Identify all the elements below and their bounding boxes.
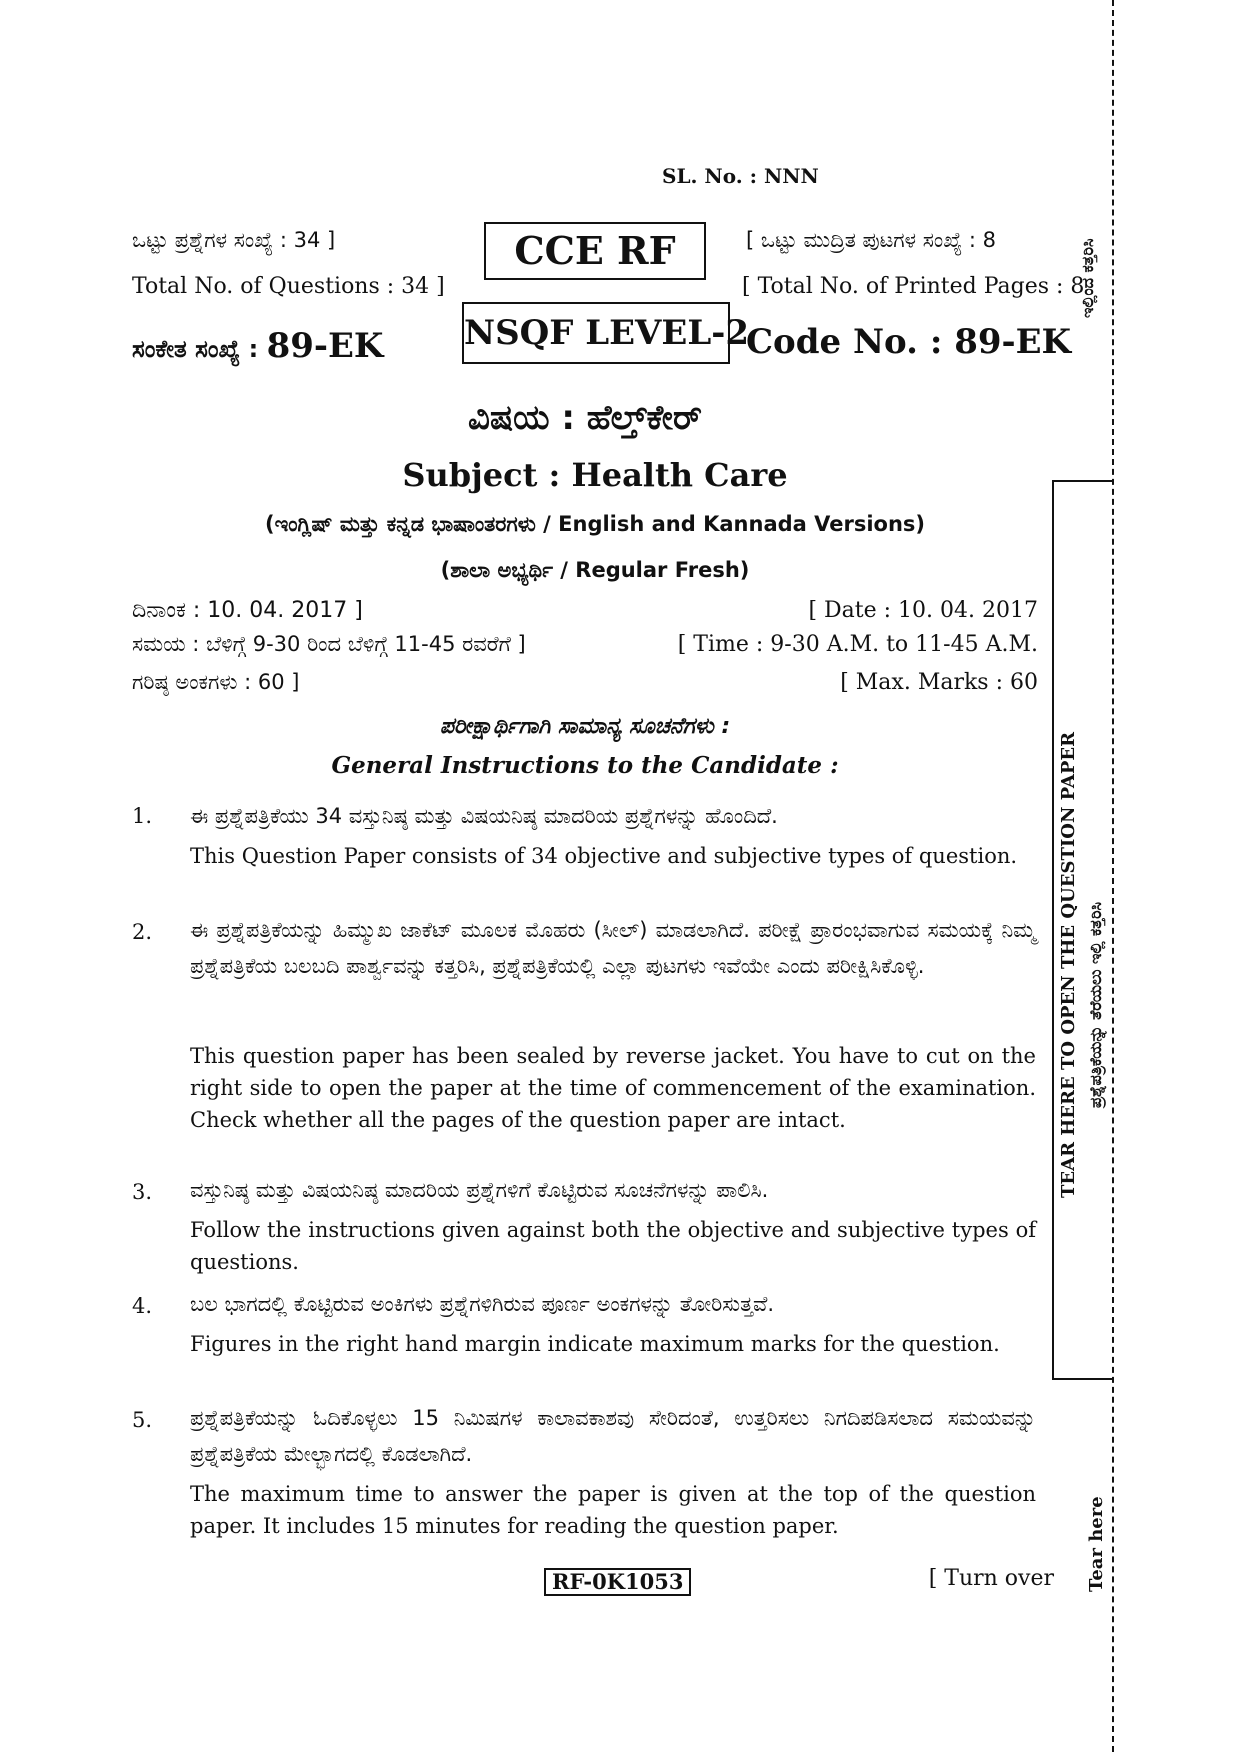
instruction-text-en: This Question Paper consists of 34 objective and subjective types of question.	[190, 844, 1018, 868]
instruction-number: 3.	[132, 1180, 153, 1204]
tear-here-label-en: Tear here	[1086, 1496, 1107, 1592]
code-number-kn	[132, 326, 383, 366]
instruction-number: 4.	[132, 1294, 153, 1318]
tear-here-label-kn: ಇಲ್ಲಿಂದ ಕತ್ತರಿಸಿ	[1078, 238, 1097, 318]
code-number-kn-label: ಸಂಕೇತ ಸಂಖ್ಯೆ :	[132, 335, 267, 363]
instructions-heading-kn: ಪರೀಕ್ಷಾರ್ಥಿಗಾಗಿ ಸಾಮಾನ್ಯ ಸೂಚನೆಗಳು :	[439, 714, 731, 739]
instructions-heading-en: General Instructions to the Candidate :	[331, 752, 839, 779]
code-number-kn-value: 89-EK	[266, 326, 384, 366]
code-number-en: Code No. : 89-EK	[746, 322, 1072, 362]
subject-title-en: Subject : Health Care	[402, 456, 788, 494]
total-pages-en: [ Total No. of Printed Pages : 8	[742, 274, 1085, 299]
instruction-text-kn: ಈ ಪ್ರಶ್ನೆಪತ್ರಿಕೆಯನ್ನು ಹಿಮ್ಮುಖ ಜಾಕೆಟ್ ಮೂಲಕ ಮೊಹರು (ಸೀಲ್) ಮಾಡಲಾಗಿದೆ. ಪರೀಕ್ಷೆ ಪ್ರಾರಂಭವಾಗುವ ಸಮಯಕ್ಕೆ ನಿಮ್ಮ ಪ್ರಶ್ನೆಪತ್ರಿಕೆಯ ಬಲಬದಿ ಪಾರ್ಶ್ವವನ್ನು ಕತ್ತರಿಸಿ, ಪ್ರಶ್ನೆಪತ್ರಿಕೆಯಲ್ಲಿ ಎಲ್ಲಾ ಪುಟಗಳು ಇವೆಯೇ ಎಂದು ಪರೀಕ್ಷಿಸಿಕೊಳ್ಳಿ.	[190, 918, 1036, 978]
date-en: [ Date : 10. 04. 2017	[808, 598, 1038, 623]
instruction-text-en: This question paper has been sealed by reverse jacket. You have to cut on the right side to open the paper at the time of commencement of the examination. Check whether all the pages of the question paper are intact.	[190, 1044, 1036, 1132]
total-questions-en: Total No. of Questions : 34 ]	[132, 274, 445, 299]
candidate-type: (ಶಾಲಾ ಅಭ್ಯರ್ಥಿ / Regular Fresh)	[440, 558, 750, 582]
exam-name-box: CCE RF	[484, 222, 706, 280]
tear-instruction-kn: ಪ್ರಶ್ನೆಪತ್ರಿಕೆಯನ್ನು ತೆರೆಯಲು ಇಲ್ಲಿ ಕತ್ತರಿಸಿ	[1086, 901, 1105, 1108]
time-kn: ಸಮಯ : ಬೆಳಿಗ್ಗೆ 9-30 ರಿಂದ ಬೆಳಿಗ್ಗೆ 11-45 ರವರೆಗೆ ]	[132, 632, 526, 656]
instruction-text-en: Follow the instructions given against both the objective and subjective types of questions.	[190, 1218, 1036, 1274]
max-marks-kn: ಗರಿಷ್ಠ ಅಂಕಗಳು : 60 ]	[132, 670, 300, 694]
serial-number: SL. No. : NNN	[662, 164, 819, 188]
turn-over-note: [ Turn over	[928, 1566, 1054, 1591]
level-box: NSQF LEVEL-2	[462, 302, 730, 364]
instruction-text-kn: ಬಲ ಭಾಗದಲ್ಲಿ ಕೊಟ್ಟಿರುವ ಅಂಕಿಗಳು ಪ್ರಶ್ನೆಗಳಿಗಿರುವ ಪೂರ್ಣ ಅಂಕಗಳನ್ನು ತೋರಿಸುತ್ತವೆ.	[190, 1292, 775, 1316]
instruction-number: 1.	[132, 804, 153, 828]
versions-line: (ಇಂಗ್ಲಿಷ್ ಮತ್ತು ಕನ್ನಡ ಭಾಷಾಂತರಗಳು / English and Kannada Versions)	[264, 512, 926, 536]
total-pages-kn: [ ಒಟ್ಟು ಮುದ್ರಿತ ಪುಟಗಳ ಸಂಖ್ಯೆ : 8	[746, 228, 997, 252]
instruction-text-kn: ಪ್ರಶ್ನೆಪತ್ರಿಕೆಯನ್ನು ಓದಿಕೊಳ್ಳಲು 15 ನಿಮಿಷಗಳ ಕಾಲಾವಕಾಶವು ಸೇರಿದಂತೆ, ಉತ್ತರಿಸಲು ನಿಗದಿಪಡಿಸಲಾದ ಸಮಯವನ್ನು ಪ್ರಶ್ನೆಪತ್ರಿಕೆಯ ಮೇಲ್ಭಾಗದಲ್ಲಿ ಕೊಡಲಾಗಿದೆ.	[190, 1406, 1036, 1466]
total-questions-kn: ಒಟ್ಟು ಪ್ರಶ್ನೆಗಳ ಸಂಖ್ಯೆ : 34 ]	[132, 228, 336, 252]
time-en: [ Time : 9-30 A.M. to 11-45 A.M.	[677, 632, 1038, 657]
tear-instruction-en: TEAR HERE TO OPEN THE QUESTION PAPER	[1058, 731, 1079, 1198]
instruction-text-en: Figures in the right hand margin indicate maximum marks for the question.	[190, 1332, 1000, 1356]
instruction-text-kn: ವಸ್ತುನಿಷ್ಠ ಮತ್ತು ವಿಷಯನಿಷ್ಠ ಮಾದರಿಯ ಪ್ರಶ್ನೆಗಳಿಗೆ ಕೊಟ್ಟಿರುವ ಸೂಚನೆಗಳನ್ನು ಪಾಲಿಸಿ.	[190, 1178, 769, 1202]
instruction-number: 5.	[132, 1408, 153, 1432]
instruction-text-kn: ಈ ಪ್ರಶ್ನೆಪತ್ರಿಕೆಯು 34 ವಸ್ತುನಿಷ್ಠ ಮತ್ತು ವಿಷಯನಿಷ್ಠ ಮಾದರಿಯ ಪ್ರಶ್ನೆಗಳನ್ನು ಹೊಂದಿದೆ.	[190, 804, 778, 828]
instruction-number: 2.	[132, 920, 153, 944]
tear-dashed-line	[1112, 0, 1114, 1752]
date-kn: ದಿನಾಂಕ : 10. 04. 2017 ]	[132, 598, 363, 623]
subject-title-kn: ವಿಷಯ : ಹೆಲ್ತ್‌ಕೇರ್	[468, 398, 702, 438]
instruction-text-en: The maximum time to answer the paper is given at the top of the question paper. It includes 15 minutes for reading the question paper.	[190, 1482, 1036, 1538]
max-marks-en: [ Max. Marks : 60	[840, 670, 1038, 695]
paper-code-box: RF-0K1053	[544, 1568, 691, 1596]
